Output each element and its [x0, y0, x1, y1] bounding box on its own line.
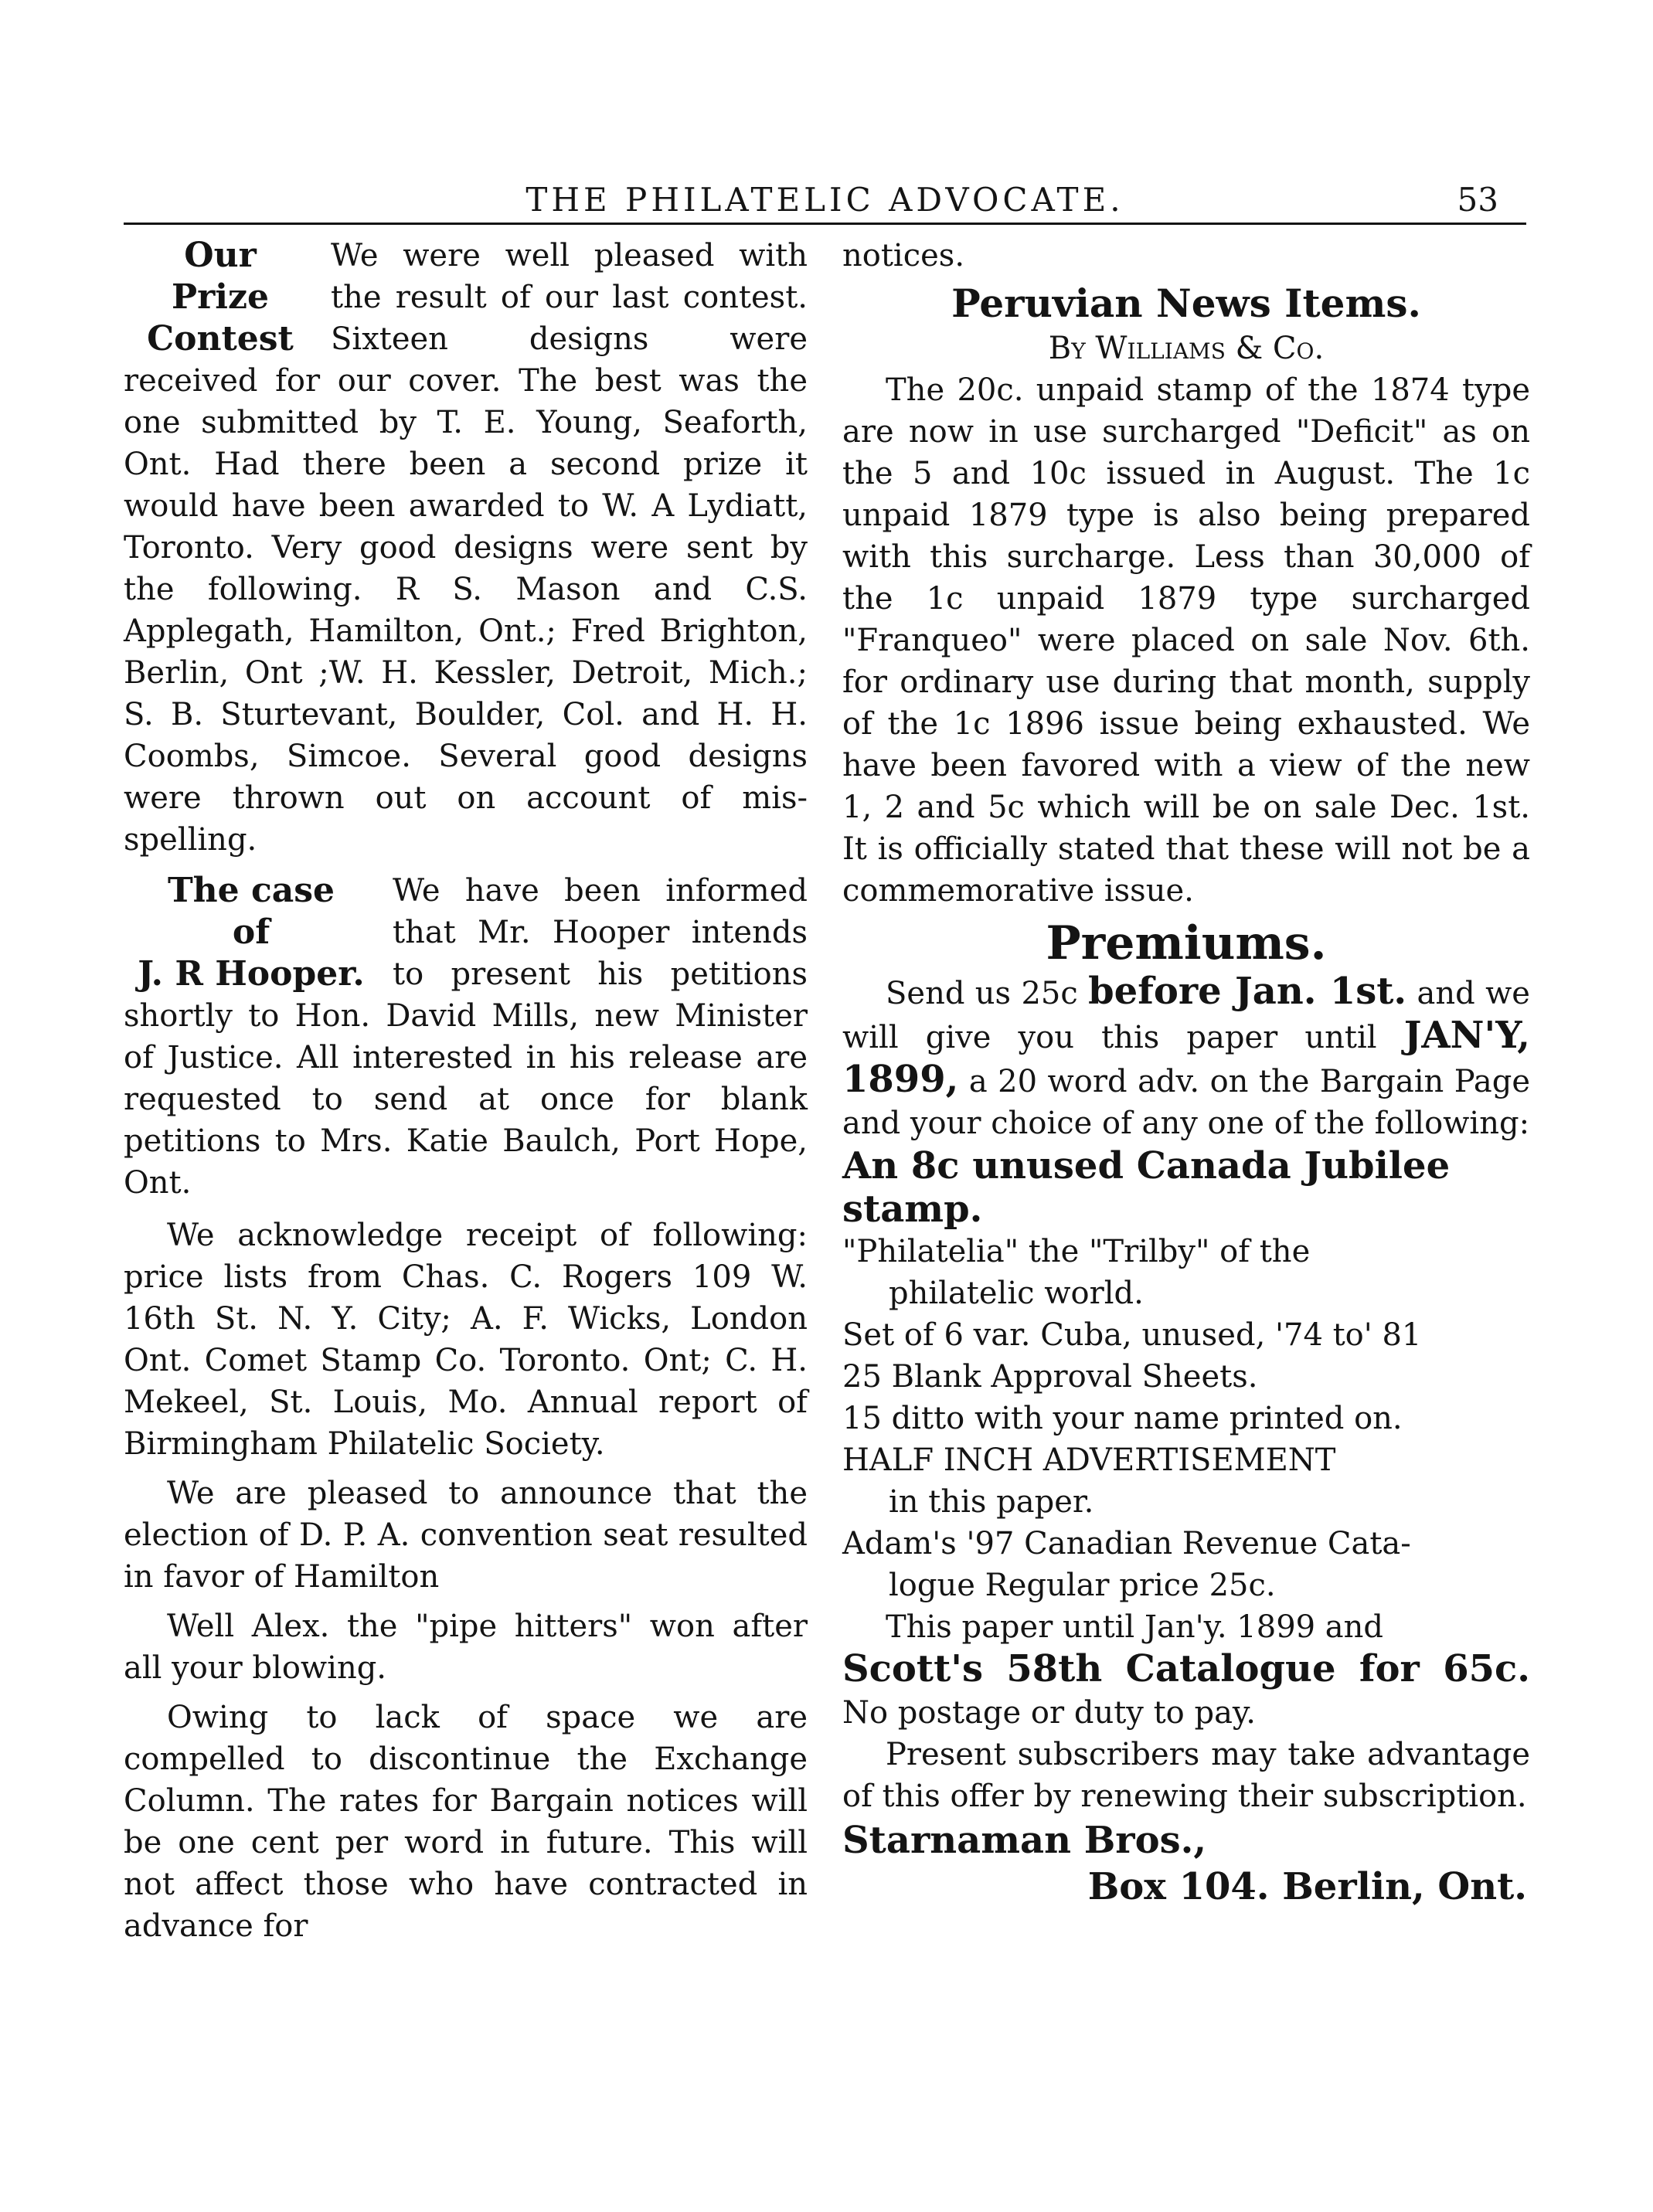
heading-line: Prize: [172, 277, 269, 317]
signature-name: Starnaman Bros.,: [842, 1819, 1207, 1862]
prize-contest-body: We were well pleased with the result of our last contest. Sixteen designs were received for our cover. The best was the one submitted by T. E. Young, Seaforth, Ont. Had there been a second prize it would have been awarded to W. A Lydiatt, Toronto. Very good designs were sent by the following. R S. Mason and C.S. Applegath, Hamilton, Ont.; Fred Brighton, Berlin, Ont ;W. H. Kessler, Detroit, Mich.; S. B. Sturtevant, Boulder, Col. and H. H. Coombs, Simcoe. Several good designs were thrown out on account of mis-spelling.: [124, 238, 808, 858]
continued-text: notices.: [842, 238, 965, 274]
prize-contest-heading: [124, 235, 317, 360]
hooper-body: We have been informed that Mr. Hooper intends to present his petitions shortly to Hon. David Mills, new Minister of Justice. All interested in his release are requested to send at once for blank petitions to Mrs. Katie Baulch, Port Hope, Ont.: [124, 873, 808, 1201]
publication-title: THE PHILATELIC ADVOCATE.: [525, 181, 1124, 219]
hooper-article: [124, 870, 808, 1204]
header-rule: [124, 223, 1526, 225]
hooper-heading: [124, 870, 379, 995]
receipts-paragraph: We acknowledge receipt of following: price lists from Chas. C. Rogers 109 W. 16th St. N. Y. City; A. F. Wicks, London Ont. Comet Stamp Co. Toronto. Ont; C. H. Mekeel, St. Louis, Mo. Annual report of Birmingham Philatelic Society.: [124, 1218, 808, 1462]
premium-item: "Philatelia" the "Trilby" of the: [842, 1234, 1311, 1269]
scott-postage-note: No postage or duty to pay.: [842, 1695, 1256, 1731]
renew-paragraph: Present subscribers may take advantage of this offer by renewing their subscription.: [842, 1737, 1530, 1814]
prize-contest-article: [124, 235, 808, 861]
premium-item-cont: philatelic world.: [889, 1276, 1144, 1311]
left-column: [124, 235, 808, 1947]
right-column: [842, 235, 1530, 1910]
premium-item-cont: logue Regular price 25c.: [889, 1568, 1276, 1603]
offer-until-date: JAN'Y, 1899,: [842, 1014, 1531, 1101]
canada-stamp-offer: An 8c unused Canada Jubilee stamp.: [842, 1144, 1451, 1231]
heading-line: Our: [184, 236, 257, 275]
premiums-heading: Premiums.: [1046, 916, 1327, 970]
alex-paragraph: Well Alex. the "pipe hitters" won after all your blowing.: [124, 1609, 808, 1686]
peruvian-body: The 20c. unpaid stamp of the 1874 type are now in use surcharged "Deficit" as on the 5 and 10c issued in August. The 1c unpaid 1879 type is also being prepared with this surcharge. Less than 30,000 of the 1c unpaid 1879 type surcharged "Franqueo" were placed on sale Nov. 6th. for ordinary use during that month, supply of the 1c 1896 issue being exhausted. We have been favored with a view of the new 1, 2 and 5c which will be on sale Dec. 1st. It is officially stated that these will not be a commemorative issue.: [842, 372, 1530, 909]
offer-deadline: before Jan. 1st.: [1088, 970, 1407, 1013]
peruvian-heading: Peruvian News Items.: [951, 280, 1421, 326]
premium-item: 25 Blank Approval Sheets.: [842, 1359, 1258, 1395]
heading-line: of: [232, 912, 270, 952]
scott-offer: [842, 1648, 1530, 1734]
heading-line: The case: [167, 871, 335, 910]
election-paragraph: We are pleased to announce that the election of D. P. A. convention seat resulted in favor of Hamilton: [124, 1476, 808, 1595]
scott-catalogue-offer: Scott's 58th Catalogue for 65c.: [842, 1647, 1530, 1690]
peruvian-byline: By Williams & Co.: [1048, 331, 1325, 366]
heading-line: J. R Hooper.: [138, 954, 365, 994]
premium-item: 15 ditto with your name printed on.: [842, 1401, 1403, 1436]
premium-item: HALF INCH ADVERTISEMENT: [842, 1442, 1336, 1478]
offer-text: and we will give you this paper until: [842, 976, 1530, 1055]
scott-offer-line: This paper until Jan'y. 1899 and: [886, 1609, 1384, 1645]
heading-line: Contest: [147, 319, 294, 358]
premium-offer: [842, 970, 1530, 1144]
offer-text: Send us 25c: [886, 976, 1078, 1011]
offer-text: a 20 word adv. on the Bargain Page and your choice of any one of the following:: [842, 1064, 1531, 1141]
premium-item-cont: in this paper.: [889, 1484, 1094, 1520]
signature-address: Box 104. Berlin, Ont.: [1087, 1865, 1527, 1908]
exchange-paragraph: Owing to lack of space we are compelled to discontinue the Exchange Column. The rates for Bargain notices will be one cent per word in future. This will not affect those who have contracted in advance for: [124, 1700, 808, 1944]
premium-item: Adam's '97 Canadian Revenue Cata-: [842, 1526, 1411, 1561]
page-number: 53: [1457, 181, 1498, 219]
premium-item: Set of 6 var. Cuba, unused, '74 to' 81: [842, 1317, 1422, 1353]
